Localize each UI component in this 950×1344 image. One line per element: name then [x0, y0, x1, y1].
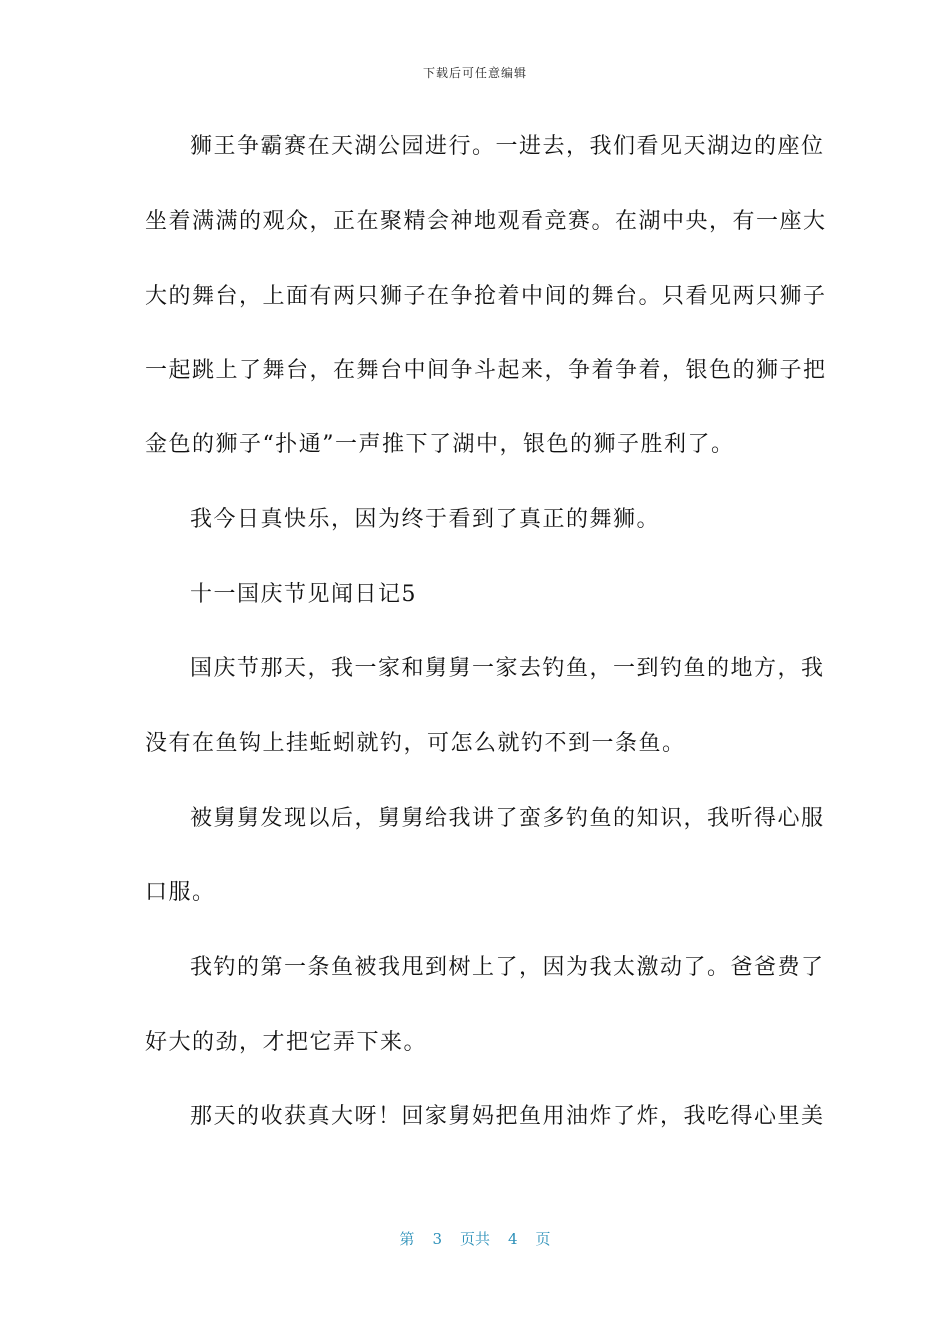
paragraph-line: 我钓的第一条鱼被我甩到树上了，因为我太激动了。爸爸费了 — [190, 955, 825, 980]
total-pages-number: 4 — [508, 1230, 518, 1248]
paragraph-line: 一起跳上了舞台，在舞台中间争斗起来，争着争着，银色的狮子把 — [145, 358, 827, 383]
current-page-number: 3 — [432, 1230, 442, 1248]
paragraph-line: 国庆节那天，我一家和舅舅一家去钓鱼，一到钓鱼的地方，我 — [190, 656, 825, 681]
paragraph-line: 狮王争霸赛在天湖公园进行。一进去，我们看见天湖边的座位 — [190, 134, 825, 159]
paragraph-line: 金色的狮子“扑通”一声推下了湖中，银色的狮子胜利了。 — [145, 432, 735, 457]
paragraph-line: 坐着满满的观众，正在聚精会神地观看竞赛。在湖中央，有一座大 — [145, 209, 827, 234]
section-heading: 十一国庆节见闻日记5 — [190, 582, 417, 607]
paragraph-line: 口服。 — [145, 880, 216, 905]
page-label-prefix: 第 — [399, 1230, 415, 1248]
page-label-suffix: 页 — [535, 1230, 551, 1248]
paragraph-line: 被舅舅发现以后，舅舅给我讲了蛮多钓鱼的知识，我听得心服 — [190, 806, 825, 831]
paragraph-line: 我今日真快乐，因为终于看到了真正的舞狮。 — [190, 507, 661, 532]
paragraph-line: 好大的劲，才把它弄下来。 — [145, 1030, 428, 1055]
paragraph-line: 没有在鱼钩上挂蚯蚓就钓，可怎么就钓不到一条鱼。 — [145, 731, 686, 756]
page-footer — [0, 1228, 950, 1249]
page-header: 下载后可任意编辑 — [422, 66, 527, 80]
paragraph-line: 大的舞台，上面有两只狮子在争抢着中间的舞台。只看见两只狮子 — [145, 284, 827, 309]
page-label-mid: 页共 — [459, 1230, 490, 1248]
paragraph-line: 那天的收获真大呀！回家舅妈把鱼用油炸了炸，我吃得心里美 — [190, 1104, 825, 1129]
